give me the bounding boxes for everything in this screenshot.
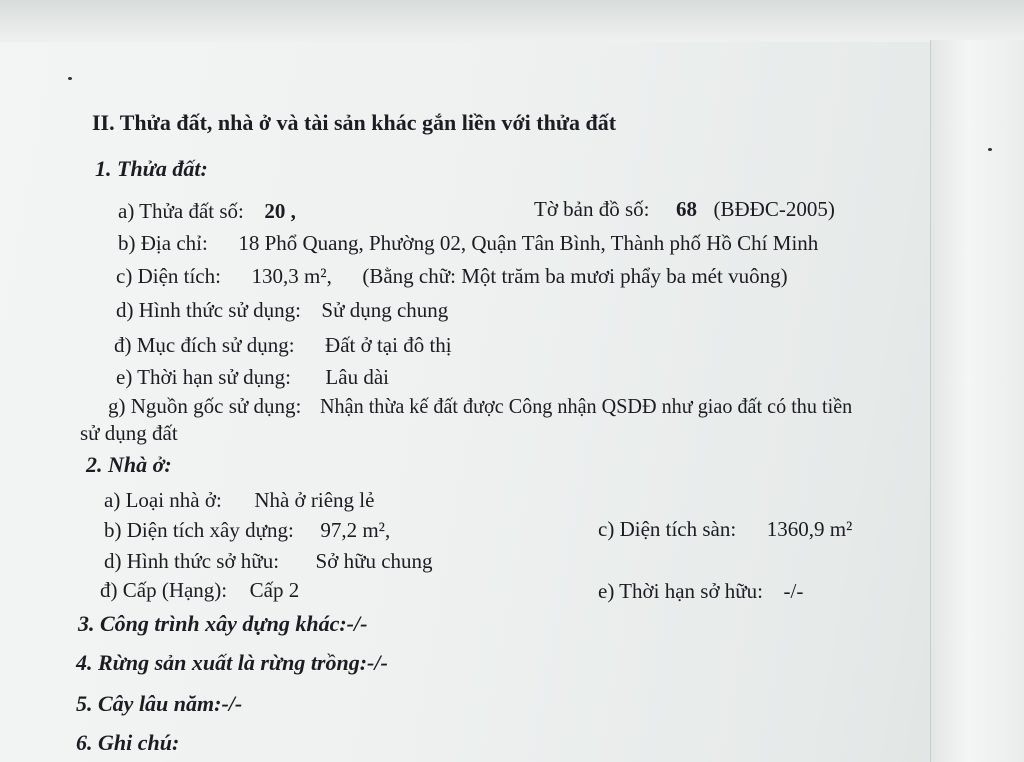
page-top-shadow bbox=[0, 0, 1024, 42]
forest-heading: 4. Rừng sản xuất là rừng trồng:-/- bbox=[76, 650, 388, 675]
address-row bbox=[118, 231, 818, 256]
ownership-row bbox=[104, 549, 433, 574]
floor-area-row bbox=[598, 517, 852, 542]
land-heading: 1. Thửa đất: bbox=[95, 156, 208, 181]
origin-label: g) Nguồn gốc sử dụng: bbox=[108, 394, 302, 418]
address-label: b) Địa chỉ: bbox=[118, 231, 208, 255]
use-form-value: Sử dụng chung bbox=[321, 298, 449, 322]
use-form-row bbox=[116, 298, 448, 323]
house-type-value: Nhà ở riêng lẻ bbox=[254, 488, 375, 512]
area-words: (Bằng chữ: Một trăm ba mươi phẩy ba mét vuông) bbox=[362, 264, 788, 288]
built-area-value: 97,2 m², bbox=[320, 518, 391, 542]
origin-value: Nhận thừa kế đất được Công nhận QSDĐ như giao đất có thu tiền bbox=[319, 394, 853, 418]
purpose-label: đ) Mục đích sử dụng: bbox=[114, 333, 295, 357]
term-label: e) Thời hạn sử dụng: bbox=[116, 365, 291, 389]
own-term-row bbox=[598, 579, 803, 604]
use-form-label: d) Hình thức sử dụng: bbox=[116, 298, 301, 322]
grade-label: đ) Cấp (Hạng): bbox=[100, 578, 228, 602]
other-construction-heading: 3. Công trình xây dựng khác:-/- bbox=[78, 611, 368, 636]
house-type-label: a) Loại nhà ở: bbox=[104, 488, 222, 512]
term-row bbox=[116, 365, 389, 390]
floor-area-value: 1360,9 m² bbox=[766, 517, 853, 541]
notes-heading: 6. Ghi chú: bbox=[76, 730, 180, 755]
built-area-label: b) Diện tích xây dựng: bbox=[104, 518, 294, 542]
house-heading: 2. Nhà ở: bbox=[86, 452, 172, 477]
map-label: Tờ bản đồ số: bbox=[534, 197, 650, 221]
area-value: 130,3 m², bbox=[251, 264, 332, 288]
map-sheet-row bbox=[534, 197, 835, 222]
origin-row bbox=[108, 394, 874, 419]
grade-row bbox=[100, 578, 299, 603]
next-page-edge bbox=[930, 40, 1024, 762]
ink-speck bbox=[68, 77, 72, 80]
section-title: II. Thửa đất, nhà ở và tài sản khác gắn liền với thửa đất bbox=[92, 110, 617, 135]
purpose-value: Đất ở tại đô thị bbox=[325, 333, 452, 357]
ownership-label: d) Hình thức sở hữu: bbox=[104, 549, 280, 573]
area-label: c) Diện tích: bbox=[116, 264, 221, 288]
parcel-number-row bbox=[118, 199, 296, 224]
map-value: 68 bbox=[676, 197, 698, 221]
parcel-value: 20 , bbox=[264, 199, 296, 223]
floor-area-label: c) Diện tích sàn: bbox=[598, 517, 737, 541]
own-term-value: -/- bbox=[783, 579, 804, 603]
grade-value: Cấp 2 bbox=[249, 578, 300, 602]
built-area-row bbox=[104, 518, 390, 543]
parcel-label: a) Thửa đất số: bbox=[118, 199, 244, 223]
own-term-label: e) Thời hạn sở hữu: bbox=[598, 579, 764, 603]
ink-speck bbox=[988, 148, 992, 151]
perennial-heading: 5. Cây lâu năm:-/- bbox=[76, 691, 243, 716]
house-type-row bbox=[104, 488, 374, 513]
origin-row-continued: sử dụng đất bbox=[80, 421, 178, 445]
purpose-row bbox=[114, 333, 452, 358]
ownership-value: Sở hữu chung bbox=[315, 549, 433, 573]
map-note: (BĐĐC-2005) bbox=[713, 197, 835, 221]
area-row bbox=[116, 264, 788, 289]
address-value: 18 Phổ Quang, Phường 02, Quận Tân Bình, Thành phố Hồ Chí Minh bbox=[238, 231, 819, 255]
term-value: Lâu dài bbox=[325, 365, 389, 389]
